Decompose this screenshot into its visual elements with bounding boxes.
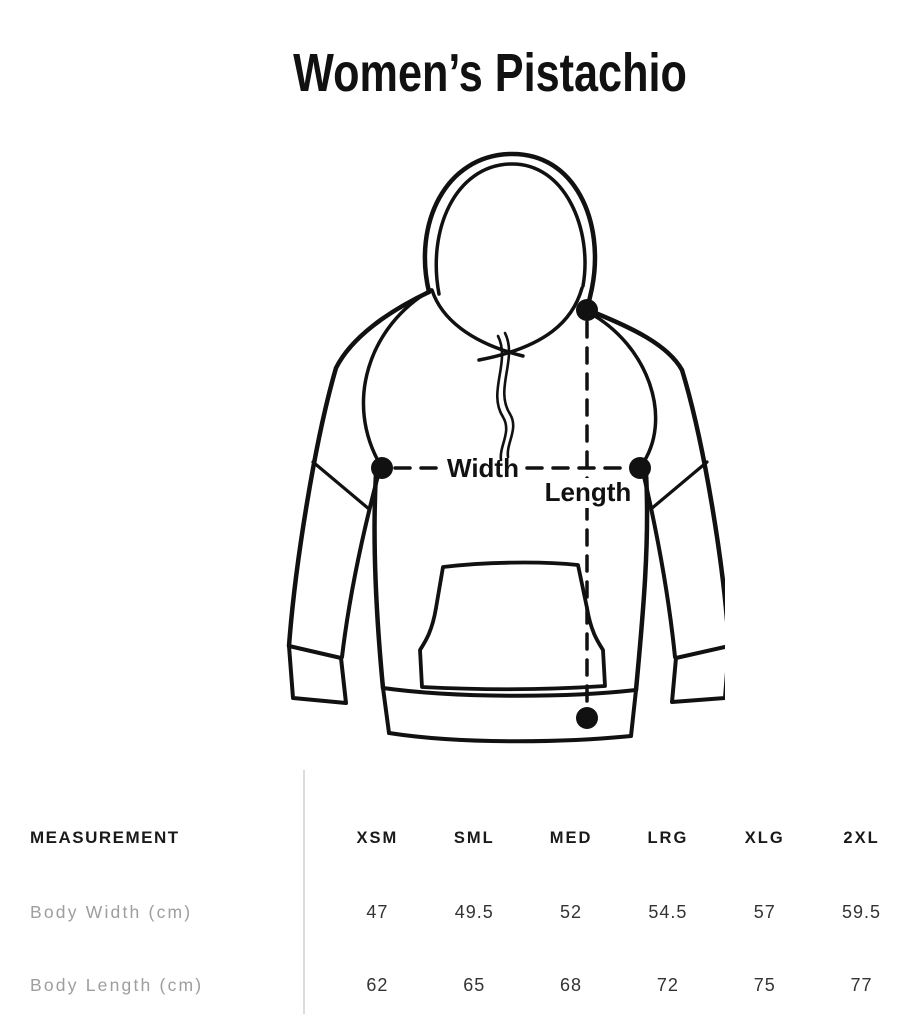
- size-header-xlg: XLG: [744, 828, 785, 847]
- hood-inner-outline: [436, 164, 585, 294]
- body-width-row-label: Body Width (cm): [30, 901, 193, 922]
- body-width-lrg-value: 54.5: [648, 901, 688, 922]
- body-length-sml-value: 65: [463, 974, 486, 995]
- right-cuff: [672, 646, 725, 702]
- hoodie-diagram-svg: [255, 140, 725, 765]
- body-width-med-value: 52: [560, 901, 583, 922]
- body-length-xsm-value: 62: [366, 974, 389, 995]
- body-width-2xl-value: 59.5: [842, 901, 882, 922]
- body-length-2xl-value: 77: [850, 974, 873, 995]
- page-title: Women’s Pistachio: [293, 43, 687, 103]
- body-length-med-value: 68: [560, 974, 583, 995]
- length-measure-label: Length: [544, 477, 632, 507]
- size-header-lrg: LRG: [647, 828, 689, 847]
- right-underarm-dot: [629, 457, 651, 479]
- size-header-sml: SML: [453, 828, 495, 847]
- neck-point-dot: [576, 299, 598, 321]
- size-header-med: MED: [549, 828, 593, 847]
- body-width-sml-value: 49.5: [454, 901, 494, 922]
- right-armpit-seam: [651, 462, 707, 509]
- body-length-xlg-value: 75: [753, 974, 776, 995]
- body-width-xlg-value: 57: [753, 901, 776, 922]
- hem-point-dot: [576, 707, 598, 729]
- left-underarm-dot: [371, 457, 393, 479]
- size-header-xsm: XSM: [356, 828, 399, 847]
- body-width-row: [0, 894, 924, 930]
- body-left-edge: [375, 473, 383, 688]
- hood-outer-outline: [425, 154, 595, 306]
- body-length-row-label: Body Length (cm): [30, 974, 204, 995]
- body-length-lrg-value: 72: [656, 974, 679, 995]
- hem-band: [383, 688, 636, 741]
- body-length-row: [0, 967, 924, 1003]
- hoodie-size-diagram: [255, 140, 725, 765]
- left-cuff: [289, 646, 346, 703]
- measurement-column-header: MEASUREMENT: [30, 828, 180, 847]
- hood-right-flap: [479, 288, 582, 360]
- size-table-header-row: [0, 820, 924, 856]
- body-width-xsm-value: 47: [366, 901, 389, 922]
- left-raglan-seam: [363, 290, 431, 466]
- body-right-edge: [636, 473, 647, 690]
- kangaroo-pocket: [420, 563, 605, 690]
- width-measure-label: Width: [447, 453, 519, 483]
- left-armpit-seam: [313, 462, 369, 509]
- size-header-2xl: 2XL: [843, 828, 880, 847]
